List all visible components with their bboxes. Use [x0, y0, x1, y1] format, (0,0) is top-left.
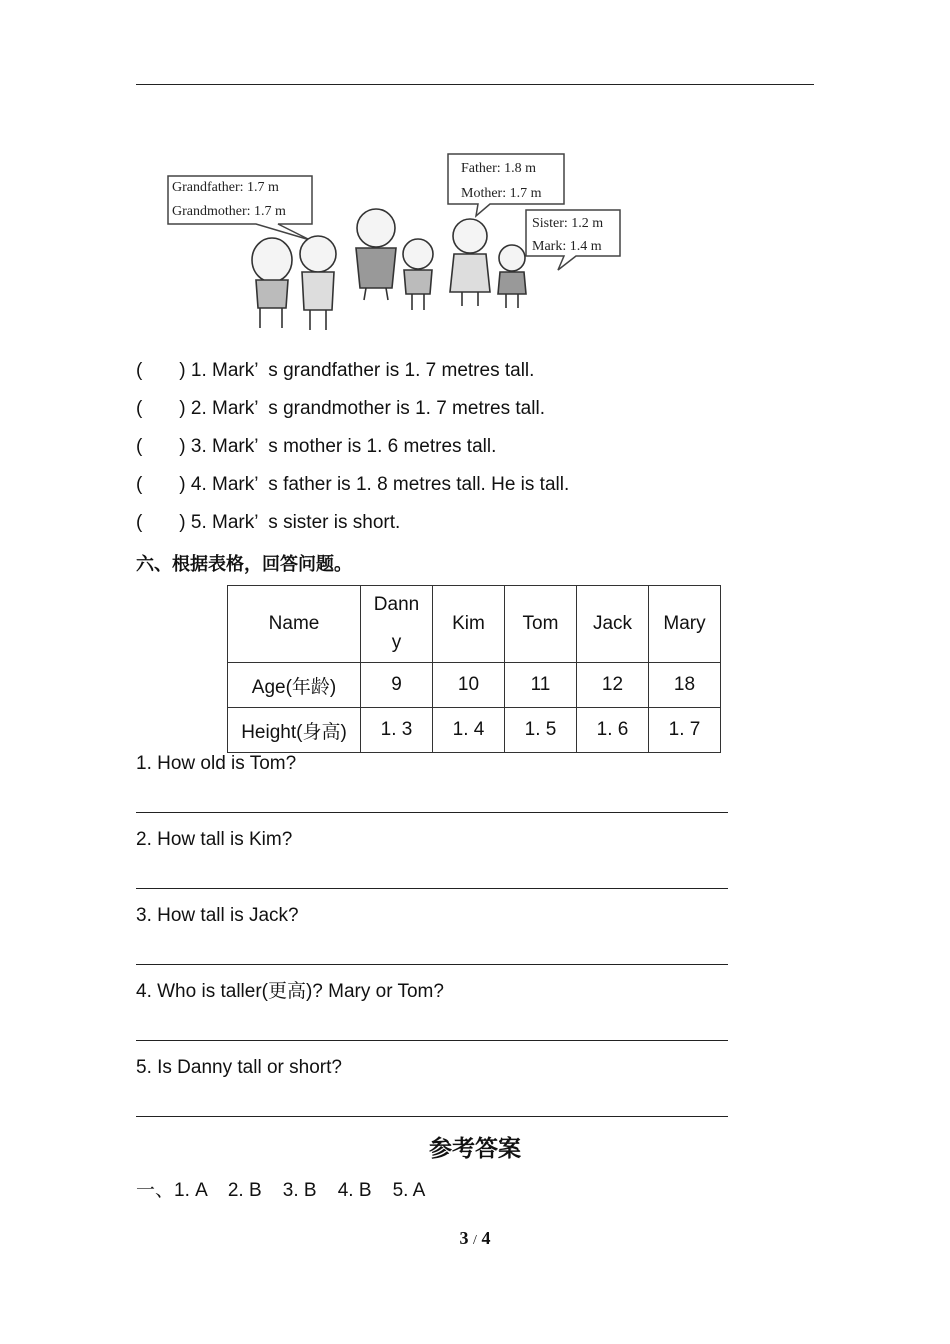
table-cell: 18	[649, 663, 721, 708]
page-separator: /	[473, 1233, 477, 1248]
table-cell: Mary	[649, 586, 721, 663]
family-figures	[252, 209, 526, 330]
question-3: 3. How tall is Jack?	[136, 905, 299, 926]
bubble-mother-text: Mother: 1.7 m	[461, 186, 542, 201]
table-header-row	[228, 586, 721, 663]
table-cell: 11	[505, 663, 577, 708]
speech-bubble-children	[526, 210, 620, 270]
table-cell: 1. 3	[361, 708, 433, 753]
bubble-sister-text: Sister: 1.2 m	[532, 216, 604, 231]
table-cell: Height(身高)	[228, 708, 361, 753]
header-rule	[136, 84, 814, 85]
question-2: 2. How tall is Kim?	[136, 829, 293, 850]
question-4: 4. Who is taller(更高)? Mary or Tom?	[136, 981, 444, 1002]
answers-line-1: 一、1. A 2. B 3. B 4. B 5. A	[136, 1180, 426, 1201]
answer-line-1[interactable]	[136, 812, 728, 813]
table-cell: Age(年龄)	[228, 663, 361, 708]
bubble-grandfather-text: Grandfather: 1.7 m	[172, 180, 279, 195]
table-cell: 10	[433, 663, 505, 708]
table-cell: Name	[228, 586, 361, 663]
family-height-illustration	[160, 148, 625, 338]
answer-line-3[interactable]	[136, 964, 728, 965]
question-5: 5. Is Danny tall or short?	[136, 1057, 342, 1078]
judgment-item-3: ( ) 3. Mark’ s mother is 1. 6 metres tall.	[136, 436, 497, 457]
table-cell: 9	[361, 663, 433, 708]
section-6-title: 六、根据表格，回答问题。	[136, 554, 352, 574]
bubble-grandmother-text: Grandmother: 1.7 m	[172, 204, 286, 219]
table-cell: Kim	[433, 586, 505, 663]
answer-line-4[interactable]	[136, 1040, 728, 1041]
answer-line-5[interactable]	[136, 1116, 728, 1117]
table-cell: 1. 5	[505, 708, 577, 753]
page-total: 4	[481, 1228, 491, 1248]
bubble-father-text: Father: 1.8 m	[461, 161, 537, 176]
table-cell: 1. 7	[649, 708, 721, 753]
judgment-item-4: ( ) 4. Mark’ s father is 1. 8 metres tall. He is tall.	[136, 474, 570, 495]
table-cell: 12	[577, 663, 649, 708]
question-1: 1. How old is Tom?	[136, 753, 297, 774]
judgment-item-2: ( ) 2. Mark’ s grandmother is 1. 7 metres tall.	[136, 398, 545, 419]
table-cell-danny: Dann y	[361, 586, 433, 663]
answers-title: 参考答案	[429, 1135, 521, 1161]
answer-line-2[interactable]	[136, 888, 728, 889]
table-cell: 1. 4	[433, 708, 505, 753]
table-row-age	[228, 663, 721, 708]
age-height-table	[227, 585, 721, 753]
judgment-item-1: ( ) 1. Mark’ s grandfather is 1. 7 metres tall.	[136, 360, 535, 381]
speech-bubble-grandparents	[168, 176, 312, 240]
page-current: 3	[459, 1228, 469, 1248]
speech-bubble-parents	[448, 154, 564, 216]
judgment-item-5: ( ) 5. Mark’ s sister is short.	[136, 512, 401, 533]
page-number	[0, 1228, 950, 1249]
table-row-height	[228, 708, 721, 753]
table-cell: 1. 6	[577, 708, 649, 753]
bubble-mark-text: Mark: 1.4 m	[532, 239, 602, 254]
table-cell: Tom	[505, 586, 577, 663]
table-cell: Jack	[577, 586, 649, 663]
